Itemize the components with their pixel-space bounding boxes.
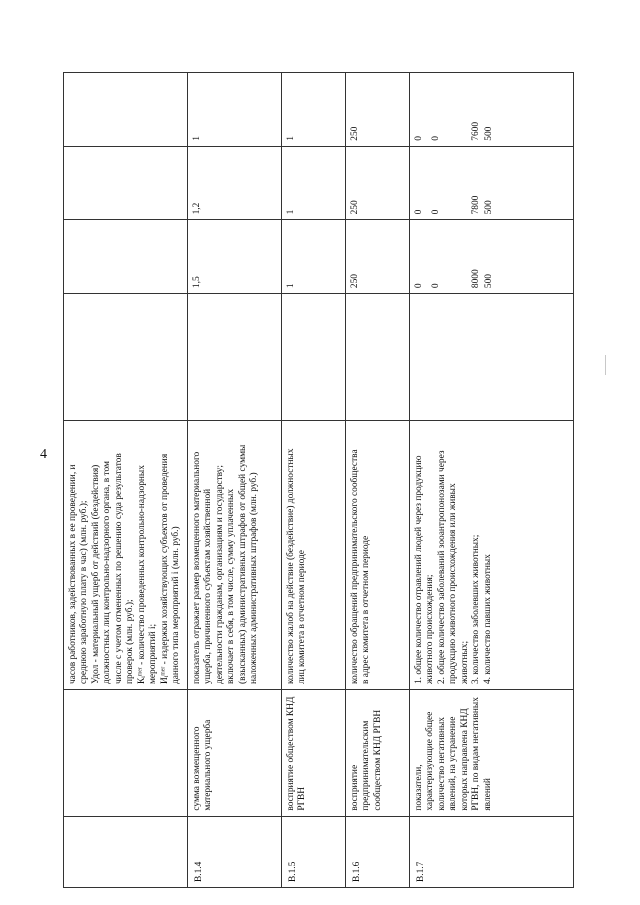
table-row: [64, 73, 188, 888]
table-wrapper: [63, 72, 573, 888]
empty-column-cell: [188, 294, 282, 421]
description-line: в адрес комитета в отчетном периоде: [361, 535, 372, 685]
value-cell: 1: [282, 73, 346, 147]
indicator-name-cell: сумма возмещенного материального ущерба: [188, 690, 282, 817]
description-line: животного происхождения;: [425, 574, 436, 685]
indicator-code-cell: В.1.5: [282, 816, 346, 887]
value-item: 0: [431, 209, 442, 215]
value-cell: 250: [346, 220, 410, 294]
description-line: деятельности гражданам, организациям и государству;: [214, 465, 225, 685]
indicator-name-cell: восприятие предпринимательским сообществом КНД РГВН: [346, 690, 410, 817]
empty-column-cell: [282, 294, 346, 421]
indicator-code-cell: В.1.6: [346, 816, 410, 887]
value-item: 0: [414, 209, 424, 215]
description-line: 1. общее количество отравлений людей через продукцию: [414, 455, 424, 685]
description-line: должностных лиц контрольно-надзорного органа, в том: [102, 461, 113, 685]
empty-column-cell: [410, 294, 574, 421]
description-line: количество жалоб на действие (бездействие) должностных: [286, 448, 296, 685]
scan-edge-mark: [605, 355, 606, 375]
value-item: 7800: [470, 195, 481, 215]
description-line: часов работников, задействованных в ее проведении, и: [68, 464, 78, 685]
empty-column-cell: [346, 294, 410, 421]
value-cell: [410, 146, 574, 220]
description-line: количество обращений предпринимательского сообщества: [350, 449, 360, 685]
value-cell: 1: [282, 220, 346, 294]
description-line: мероприятий i;: [148, 623, 159, 685]
indicator-code-cell: В.1.7: [410, 816, 574, 887]
value-cell: [64, 73, 188, 147]
indicator-description-cell: [282, 420, 346, 689]
value-item: 0: [431, 283, 442, 289]
rotated-table-container: [63, 72, 573, 888]
description-line: ущерба, причиненного субъектам хозяйственной: [203, 488, 214, 685]
indicator-name-cell: показатели, характеризующие общее количество негативных явлений, на устранение которых направлена КНД РГВН, по видам негативных явлений: [410, 690, 574, 817]
value-item: 0: [431, 136, 442, 141]
value-item: 500: [484, 274, 495, 289]
value-item: 0: [414, 283, 424, 289]
value-item: 8000: [470, 269, 481, 289]
description-line: лиц комитета в отчетном периоде: [297, 550, 308, 685]
indicator-code-cell: [64, 816, 188, 887]
description-line: Иᵢᵐᵉʳ - издержки хозяйствующих субъектов от проведения: [159, 453, 170, 685]
indicator-code-cell: В.1.4: [188, 816, 282, 887]
description-line: 3. количество заболевших животных;: [471, 534, 482, 685]
description-line: (взысканных) административных штрафов от общей суммы: [237, 444, 248, 685]
table-row: [410, 73, 574, 888]
description-line: продукцию животного происхождения или живых: [448, 483, 459, 685]
indicator-description-cell: [188, 420, 282, 689]
value-cell: [64, 146, 188, 220]
description-line: Удол - материальный ущерб от действий (бездействия): [90, 464, 101, 685]
page-number: 4: [40, 447, 47, 462]
value-item: 7600: [470, 121, 481, 141]
value-cell: 1,5: [188, 220, 282, 294]
value-cell: 1,2: [188, 146, 282, 220]
value-item: 500: [484, 126, 495, 141]
description-line: среднюю заработную плату в час) (млн. руб.);: [79, 500, 90, 685]
description-line: данного типа мероприятий i (млн. руб.): [171, 526, 182, 685]
description-line: числе с учетом отмененных по решению суда результатов: [113, 453, 124, 685]
value-item: 500: [484, 200, 495, 215]
table-row: [346, 73, 410, 888]
description-line: животных;: [459, 640, 470, 685]
indicator-description-cell: [410, 420, 574, 689]
value-cell: [410, 220, 574, 294]
table-row: [282, 73, 346, 888]
table-row: [188, 73, 282, 888]
indicator-description-cell: [346, 420, 410, 689]
value-cell: 1: [188, 73, 282, 147]
value-cell: 250: [346, 146, 410, 220]
value-item: 0: [414, 136, 424, 141]
indicator-name-cell: восприятие обществом КНД РГВН: [282, 690, 346, 817]
value-cell: [64, 220, 188, 294]
value-cell: [410, 73, 574, 147]
description-line: наложенных административных штрафов (млн. руб.): [249, 472, 260, 685]
description-line: 4. количество павших животных: [482, 554, 493, 685]
value-cell: 250: [346, 73, 410, 147]
value-cell: 1: [282, 146, 346, 220]
description-line: включает в себя, в том числе, сумму уплаченных: [226, 488, 237, 685]
description-line: проверок (млн. руб.);: [125, 599, 136, 685]
description-line: Кᵢᵐᵉʳ - количество проведенных контрольно-надзорных: [136, 465, 147, 685]
indicator-description-cell: [64, 420, 188, 689]
indicator-name-cell: [64, 690, 188, 817]
description-line: 2. общее количество заболеваний зооантропонозами через: [436, 450, 447, 685]
indicators-table: [63, 72, 574, 888]
empty-column-cell: [64, 294, 188, 421]
description-line: показатель отражает размер возмещенного материального: [192, 451, 202, 685]
